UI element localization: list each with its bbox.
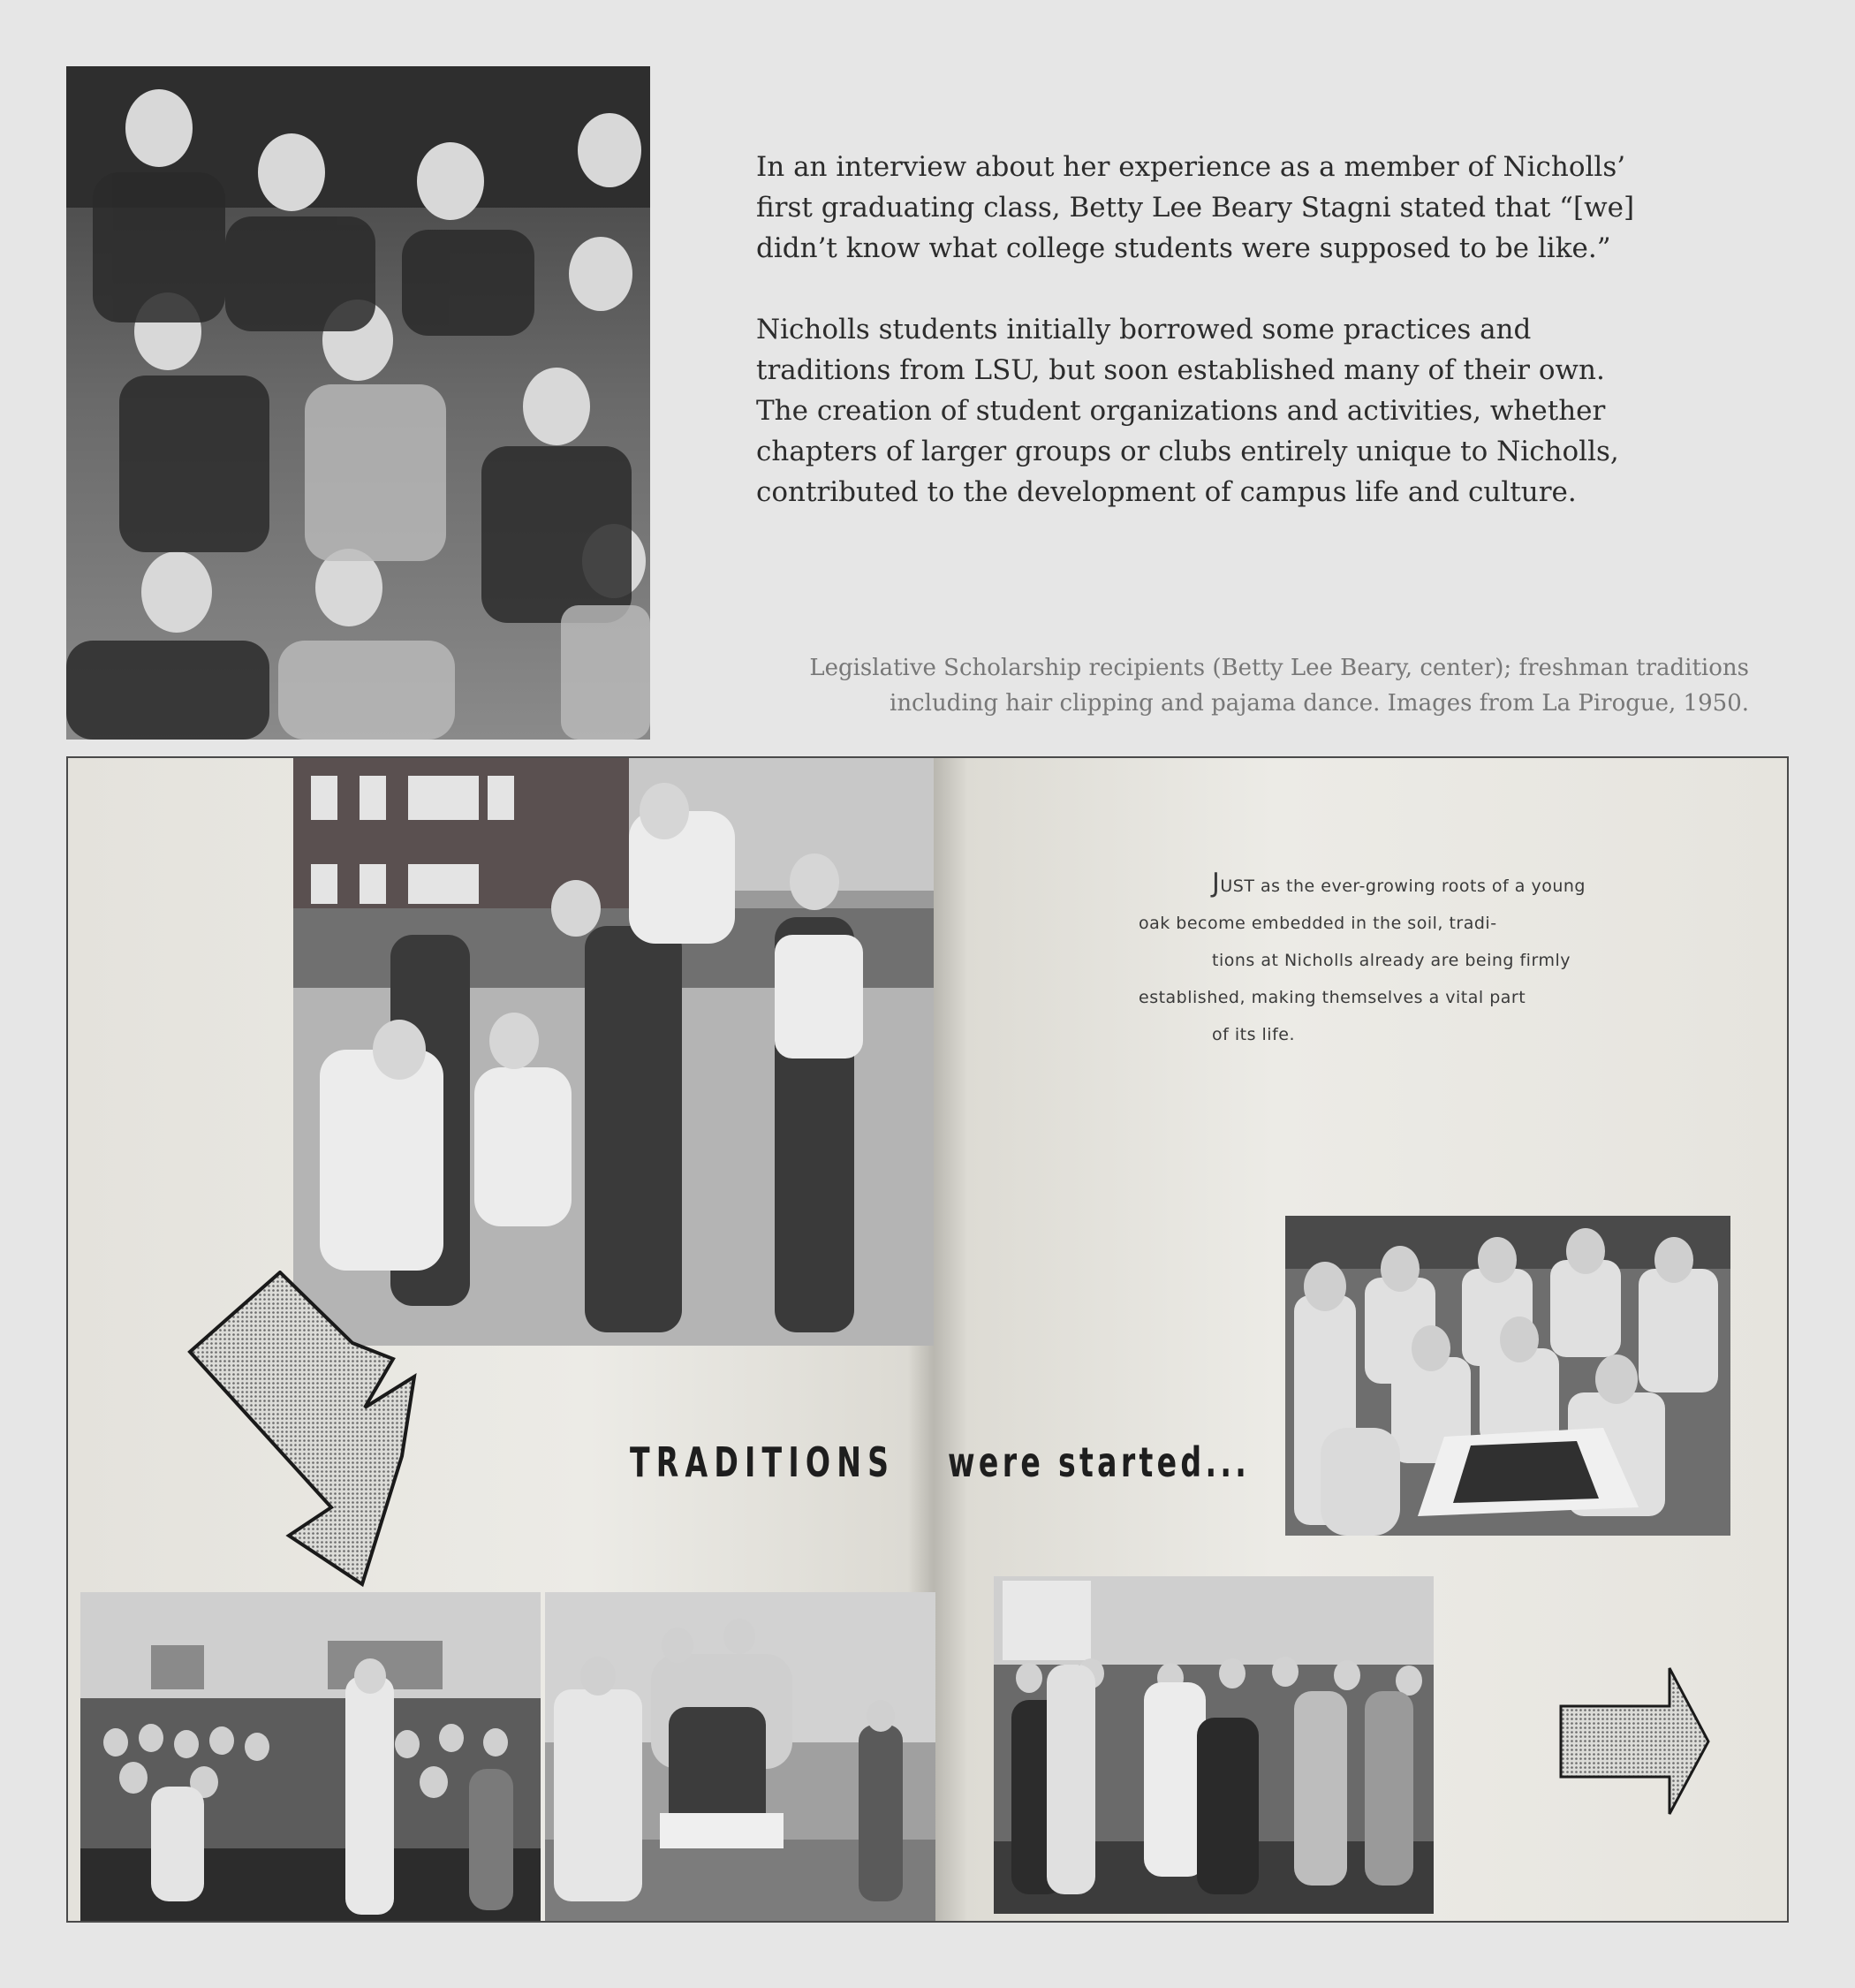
intro-p2-line: The creation of student organizations and activities, whether	[756, 395, 1606, 427]
image-caption	[760, 650, 1749, 721]
oak-text-line-4: established, making themselves a vital part	[1139, 988, 1526, 1007]
intro-p2-line: chapters of larger groups or clubs entirely unique to Nicholls,	[756, 436, 1619, 467]
intro-p2-line: contributed to the development of campus life and culture.	[756, 476, 1577, 508]
pajama-dance-photo	[994, 1576, 1434, 1914]
arrow-down-right-icon	[183, 1271, 501, 1589]
intro-p1-line: first graduating class, Betty Lee Beary Stagni stated that “[we]	[756, 192, 1635, 224]
hair-clipping-photo	[293, 758, 934, 1346]
checkers-game-photo	[1285, 1216, 1730, 1536]
oak-text-line-1	[1212, 868, 1586, 899]
scholarship-recipients-photo	[66, 66, 650, 740]
oak-dropcap: J	[1212, 868, 1221, 899]
oak-text-line-3: tions at Nicholls already are being firmly	[1212, 951, 1571, 970]
yearbook-spread	[66, 756, 1789, 1923]
intro-p1-line: In an interview about her experience as a member of Nicholls’	[756, 151, 1626, 183]
table-prank-photo	[545, 1592, 935, 1923]
cafeteria-gathering-photo	[80, 1592, 541, 1923]
intro-paragraph-1	[756, 147, 1772, 269]
intro-p2-line: Nicholls students initially borrowed some practices and	[756, 314, 1532, 345]
oak-text-line-2: oak become embedded in the soil, tradi-	[1139, 914, 1497, 933]
caption-line: Legislative Scholarship recipients (Betty Lee Beary, center); freshman traditions	[809, 655, 1749, 681]
intro-p1-line: didn’t know what college students were supposed to be like.”	[756, 232, 1611, 264]
caption-line: including hair clipping and pajama dance. Images from La Pirogue, 1950.	[890, 690, 1749, 717]
oak-text-line-5: of its life.	[1212, 1025, 1295, 1044]
arrow-right-icon	[1556, 1664, 1711, 1818]
headline-traditions: TRADITIONS	[630, 1438, 896, 1486]
oak-line: UST as the ever-growing roots of a young	[1220, 876, 1586, 896]
intro-paragraph-2	[756, 309, 1772, 512]
intro-p2-line: traditions from LSU, but soon established many of their own.	[756, 354, 1605, 386]
headline-were-started: were started...	[948, 1438, 1251, 1486]
